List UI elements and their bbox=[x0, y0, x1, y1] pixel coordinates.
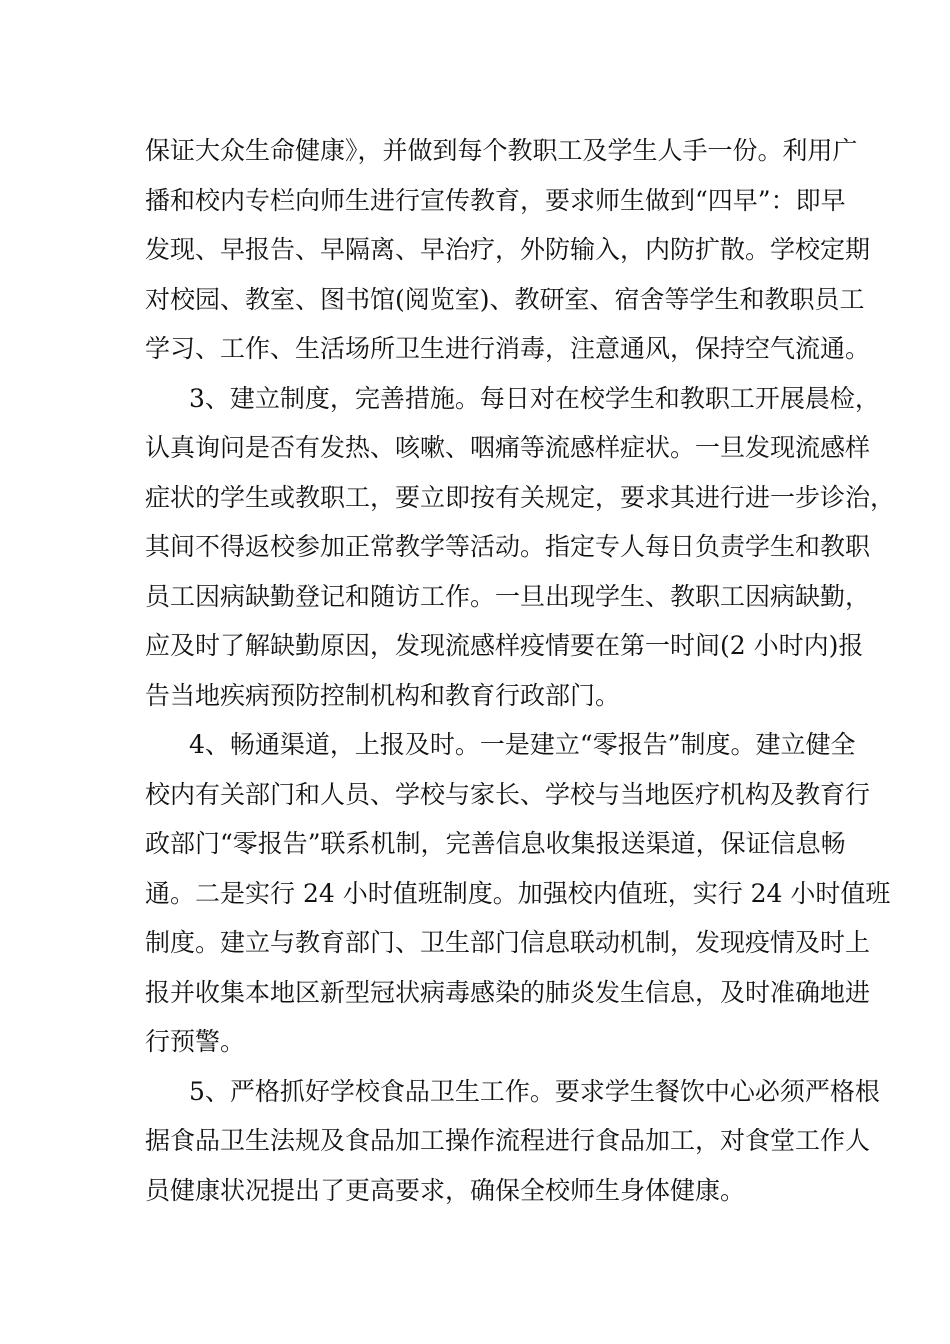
text-line: 对校园、教室、图书馆(阅览室)、教研室、宿舍等学生和教职员工 bbox=[145, 284, 865, 314]
text-line: 学习、工作、生活场所卫生进行消毒，注意通风，保持空气流通。 bbox=[145, 334, 871, 363]
paragraph-5-first-line: 5、严格抓好学校食品卫生工作。要求学生餐饮中心必须严格根 bbox=[189, 1076, 880, 1106]
text-line: 保证大众生命健康》，并做到每个教职工及学生人手一份。利用广 bbox=[145, 136, 858, 165]
text-line: 校内有关部门和人员、学校与家长、学校与当地医疗机构及教育行 bbox=[145, 779, 871, 809]
text-line: 症状的学生或教职工，要立即按有关规定，要求其进行进一步诊治， bbox=[145, 482, 896, 512]
text-line: 员工因病缺勤登记和随访工作。一旦出现学生、教职工因病缺勤， bbox=[145, 581, 871, 611]
text-line: 播和校内专栏向师生进行宣传教育，要求师生做到“四早”：即早 bbox=[145, 185, 846, 215]
text-line: 据食品卫生法规及食品加工操作流程进行食品加工，对食堂工作人 bbox=[145, 1126, 871, 1155]
text-line: 行预警。 bbox=[145, 1027, 246, 1056]
paragraph-4-first-line: 4、畅通渠道，上报及时。一是建立“零报告”制度。建立健全 bbox=[189, 730, 856, 759]
text-line: 政部门“零报告”联系机制，完善信息收集报送渠道，保证信息畅 bbox=[145, 829, 846, 858]
text-line: 发现、早报告、早隔离、早治疗，外防输入，内防扩散。学校定期 bbox=[145, 235, 871, 264]
paragraph-3-first-line: 3、建立制度，完善措施。每日对在校学生和教职工开展晨检， bbox=[189, 383, 880, 413]
text-line: 制度。建立与教育部门、卫生部门信息联动机制，发现疫情及时上 bbox=[145, 928, 871, 957]
text-line: 通。二是实行 24 小时值班制度。加强校内值班，实行 24 小时值班 bbox=[145, 878, 891, 908]
text-line: 员健康状况提出了更高要求，确保全校师生身体健康。 bbox=[145, 1175, 746, 1205]
text-line: 告当地疾病预防控制机构和教育行政部门。 bbox=[145, 680, 621, 710]
body-text bbox=[145, 126, 896, 1215]
text-line: 认真询问是否有发热、咳嗽、咽痛等流感样症状。一旦发现流感样 bbox=[145, 433, 871, 462]
text-line: 报并收集本地区新型冠状病毒感染的肺炎发生信息，及时准确地进 bbox=[145, 977, 871, 1007]
text-line: 其间不得返校参加正常教学等活动。指定专人每日负责学生和教职 bbox=[145, 532, 871, 561]
text-line: 应及时了解缺勤原因，发现流感样疫情要在第一时间(2 小时内)报 bbox=[145, 631, 864, 660]
